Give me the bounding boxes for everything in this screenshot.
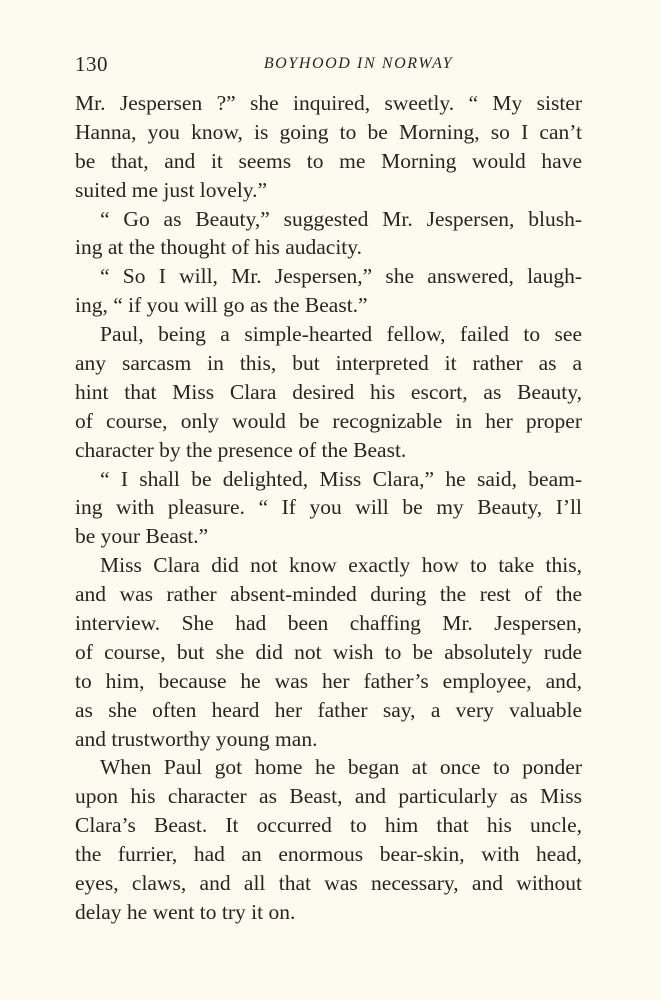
text-line: and trustworthy young man.	[75, 726, 318, 751]
text-line: “ So I will, Mr. Jespersen,” she answered, laugh-	[100, 264, 582, 289]
text-line: and was rather absent-minded during the rest of the	[75, 582, 582, 607]
text-line: ing with pleasure. “ If you will be my Beauty, I’ll	[75, 495, 582, 520]
text-line: Clara’s Beast. It occurred to him that his uncle,	[75, 813, 582, 838]
text-line: the furrier, had an enormous bear-skin, with head,	[75, 842, 582, 867]
text-line: ing at the thought of his audacity.	[75, 235, 363, 260]
text-line: When Paul got home he began at once to ponder	[100, 755, 582, 780]
text-line: ing, “ if you will go as the Beast.”	[75, 293, 368, 318]
text-line: any sarcasm in this, but interpreted it rather as a	[75, 351, 582, 376]
text-line: as she often heard her father say, a very valuable	[75, 697, 582, 722]
text-line: suited me just lovely.”	[75, 177, 268, 202]
text-line: upon his character as Beast, and particularly as Miss	[75, 784, 582, 809]
running-head	[75, 50, 582, 78]
text-line: interview. She had been chaffing Mr. Jespersen,	[75, 611, 582, 636]
text-line: “ Go as Beauty,” suggested Mr. Jespersen, blush-	[100, 206, 582, 231]
text-line: Miss Clara did not know exactly how to take this,	[100, 553, 582, 578]
text-line: hint that Miss Clara desired his escort, as Beauty,	[75, 379, 582, 404]
text-line: “ I shall be delighted, Miss Clara,” he said, beam-	[100, 466, 582, 491]
text-line: be your Beast.”	[75, 524, 209, 549]
text-line: to him, because he was her father’s employee, and,	[75, 668, 582, 693]
text-line: character by the presence of the Beast.	[75, 437, 407, 462]
text-line: Hanna, you know, is going to be Morning, so I can’t	[75, 119, 582, 144]
running-head-title: BOYHOOD IN NORWAY	[263, 55, 454, 72]
text-line: of course, but she did not wish to be absolutely rude	[75, 639, 582, 664]
text-line: Paul, being a simple-hearted fellow, failed to see	[100, 322, 582, 347]
body-text	[75, 89, 582, 927]
text-line: delay he went to try it on.	[75, 899, 296, 924]
page-number: 130	[75, 52, 108, 76]
text-line: Mr. Jespersen ?” she inquired, sweetly. “ My sister	[75, 91, 582, 115]
text-line: eyes, claws, and all that was necessary, and without	[75, 871, 582, 896]
text-line: be that, and it seems to me Morning would have	[75, 148, 582, 173]
text-line: of course, only would be recognizable in her proper	[75, 408, 582, 433]
